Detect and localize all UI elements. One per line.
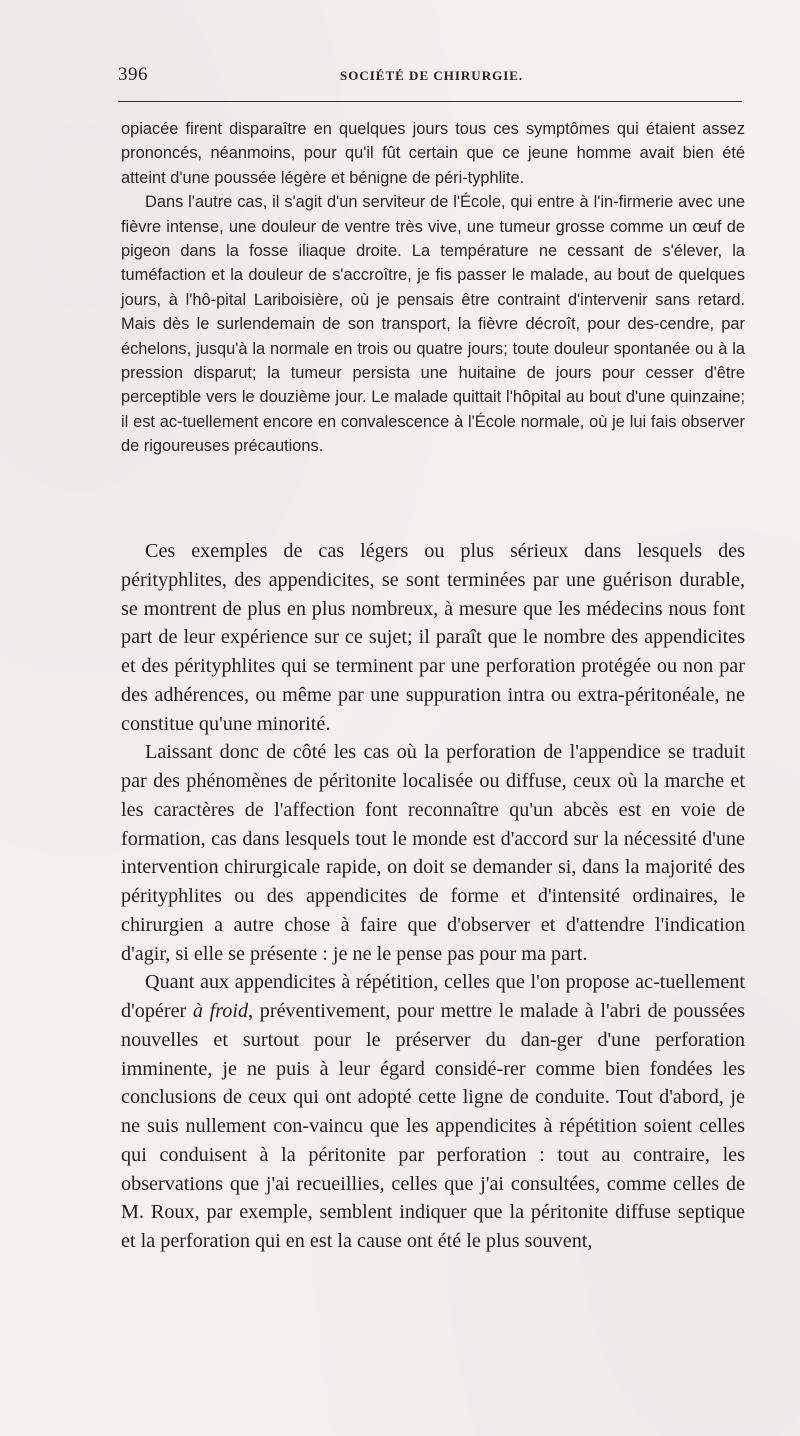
main-paragraph-2: Laissant donc de côté les cas où la perforation de l'appendice se traduit par des phénomènes de péritonite localisée ou diffuse, ceux où la marche et les caractères de l'affection font reconnaître qu'un abcès est en voie de formation, cas dans lesquels tout le monde est d'accord sur la nécessité d'une intervention chirurgicale rapide, on doit se demander si, dans la majorité des pérityphlites ou des appendicites de forme et d'intensité ordinaires, le chirurgien a autre chose à faire que d'observer et d'attendre l'indication d'agir, si elle se présente : je ne le pense pas pour ma part. <box>121 741 745 965</box>
page-number: 396 <box>118 64 148 85</box>
small-paragraph-2: Dans l'autre cas, il s'agit d'un serviteur de l'École, qui entre à l'in-firmerie avec une fièvre intense, une douleur de ventre très vive, une tumeur grosse comme un œuf de pigeon dans la fosse iliaque droite. La température ne cessant de s'élever, la tuméfaction et la douleur de s'accroître, je fis passer le malade, au bout de quelques jours, à l'hô-pital Lariboisière, où je pensais être contraint d'intervenir sans retard. Mais dès le surlendemain de son transport, la fièvre décroît, pour des-cendre, par échelons, jusqu'à la normale en trois ou quatre jours; toute douleur spontanée ou à la pression disparut; la tumeur persista une huitaine de jours pour cesser d'être perceptible vers le douzième jour. Le malade quittait l'hôpital au bout d'une quinzaine; il est ac-tuellement encore en convalescence à l'École normale, où je lui fais observer de rigoureuses précautions. <box>121 193 745 456</box>
main-paragraph-3-end: , préventivement, pour mettre le malade à l'abri de poussées nouvelles et surtout pour le préserver du dan-ger d'une perforation imminente, je ne puis à leur égard considé-rer comme bien fondées les conclusions de ceux qui ont adopté cette ligne de conduite. Tout d'abord, je ne suis nullement con-vaincu que les appendicites à répétition soient celles qui conduisent à la péritonite par perforation : tout au contraire, les observations que j'ai recueillies, celles que j'ai consultées, comme celles de M. Roux, par exemple, semblent indiquer que la péritonite diffuse septique et la perforation qui en est la cause ont été le plus souvent, <box>121 1000 745 1252</box>
main-paragraph-3 <box>121 968 745 1256</box>
page-header <box>118 64 742 94</box>
small-paragraph-1: opiacée firent disparaître en quelques jours tous ces symptômes qui étaient assez prononcés, néanmoins, pour qu'il fût certain que ce jeune homme avait bien été atteint d'une poussée légère et bénigne de péri-typhlite. <box>121 120 745 187</box>
main-paragraph-1: Ces exemples de cas légers ou plus sérieux dans lesquels des pérityphlites, des appendicites, se sont terminées par une guérison durable, se montrent de plus en plus nombreux, à mesure que les médecins nous font part de leur expérience sur ce sujet; il paraît que le nombre des appendicites et des pérityphlites qui se terminent par une perforation protégée ou non par des adhérences, ou même par une suppuration intra ou extra-péritonéale, ne constitue qu'une minorité. <box>121 540 745 735</box>
main-paragraph-3-italic: à froid <box>192 1000 249 1022</box>
running-title: SOCIÉTÉ DE CHIRURGIE. <box>340 68 524 83</box>
main-paragraph-3-start: Quant aux appendicites à répétition, celles que l'on propose ac-tuellement d'opérer <box>121 971 745 1022</box>
small-print-section <box>121 117 745 459</box>
main-text-section <box>121 537 745 1256</box>
header-rule <box>118 101 742 102</box>
